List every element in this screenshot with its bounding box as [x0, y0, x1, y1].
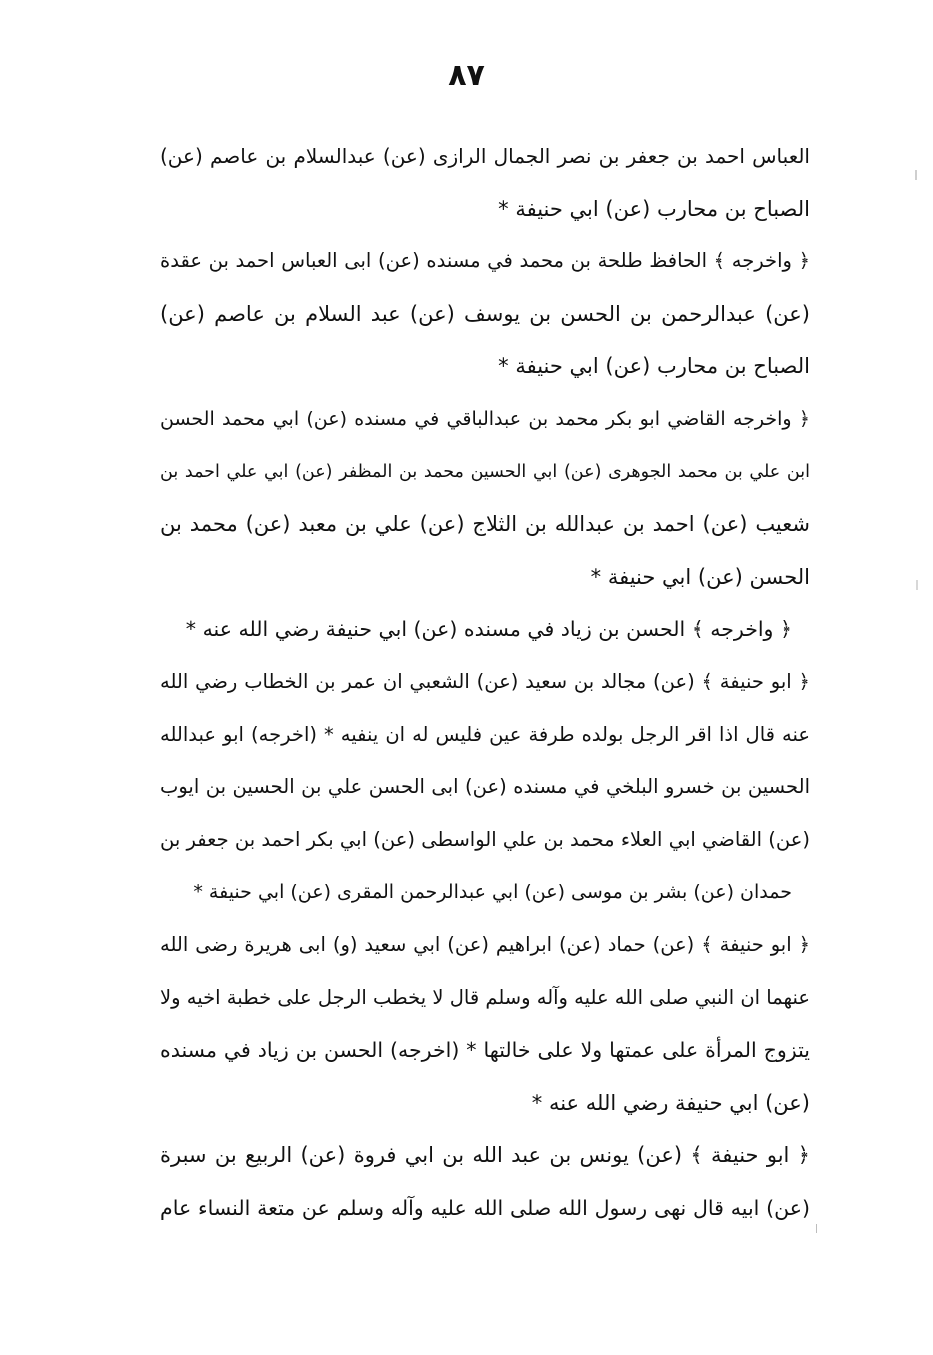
text-line: الصباح بن محارب (عن) ابي حنيفة * — [498, 196, 810, 221]
scan-speck — [816, 1224, 817, 1233]
text-line: عنه قال اذا اقر الرجل بولده طرفة عين فليس له ان ينفيه * (اخرجه) ابو عبدالله — [160, 722, 810, 746]
text-line: ﴿ ابو حنيفة ﴾ (عن) يونس بن عبد الله بن ابي فروة (عن) الربيع بن سبرة — [160, 1143, 810, 1168]
text-line: (عن) عبدالرحمن بن الحسن بن يوسف (عن) عبد السلام بن عاصم (عن) — [160, 301, 810, 326]
text-line: ﴿ ابو حنيفة ﴾ (عن) مجالد بن سعيد (عن) الشعبي ان عمر بن الخطاب رضي الله — [160, 669, 810, 693]
text-line: ﴿ واخرجه ﴾ الحافظ طلحة بن محمد في مسنده (عن) ابى العباس احمد بن عقدة — [160, 249, 810, 273]
body-text — [160, 130, 810, 1234]
text-line: ﴿ واخرجه القاضي ابو بكر محمد بن عبدالباقي في مسنده (عن) ابي محمد الحسن — [160, 407, 810, 430]
text-line: الصباح بن محارب (عن) ابي حنيفة * — [498, 354, 810, 379]
text-line: العباس احمد بن جعفر بن نصر الجمال الرازى (عن) عبدالسلام بن عاصم (عن) — [160, 144, 810, 168]
text-line: ابن علي بن محمد الجوهرى (عن) ابي الحسين محمد بن المظفر (عن) ابي علي احمد بن — [160, 461, 810, 482]
text-line: شعيب (عن) احمد بن عبدالله بن الثلاج (عن) علي بن معبد (عن) محمد بن — [160, 512, 810, 537]
text-line: الحسن (عن) ابي حنيفة * — [590, 564, 810, 589]
text-line: عنهما ان النبي صلى الله عليه وآله وسلم قال لا يخطب الرجل على خطبة اخيه ولا — [160, 985, 810, 1009]
text-line: (عن) ابيه قال نهى رسول الله صلى الله عليه وآله وسلم عن متعة النساء عام — [160, 1195, 810, 1220]
text-line: (عن) ابي حنيفة رضي الله عنه * — [531, 1090, 810, 1115]
text-line: الحسين بن خسرو البلخي في مسنده (عن) ابى الحسن علي بن الحسين بن ايوب — [160, 775, 810, 799]
text-line: ﴿ واخرجه ﴾ الحسن بن زياد في مسنده (عن) ابي حنيفة رضي الله عنه * — [185, 617, 792, 642]
scan-speck — [915, 170, 917, 180]
page-number: ٨٧ — [448, 58, 485, 93]
text-line: حمدان (عن) بشر بن موسى (عن) ابي عبدالرحمن المقرى (عن) ابي حنيفة * — [193, 881, 792, 904]
text-line: يتزوج المرأة على عمتها ولا على خالتها * (اخرجه) الحسن بن زياد في مسنده — [160, 1038, 810, 1063]
text-line: ﴿ ابو حنيفة ﴾ (عن) حماد (عن) ابراهيم (عن) ابي سعيد (و) ابى هريرة رضى الله — [160, 932, 810, 956]
text-line: (عن) القاضي ابي العلاء محمد بن علي الواسطى (عن) ابي بكر احمد بن جعفر بن — [160, 827, 810, 851]
scan-speck — [916, 580, 918, 590]
